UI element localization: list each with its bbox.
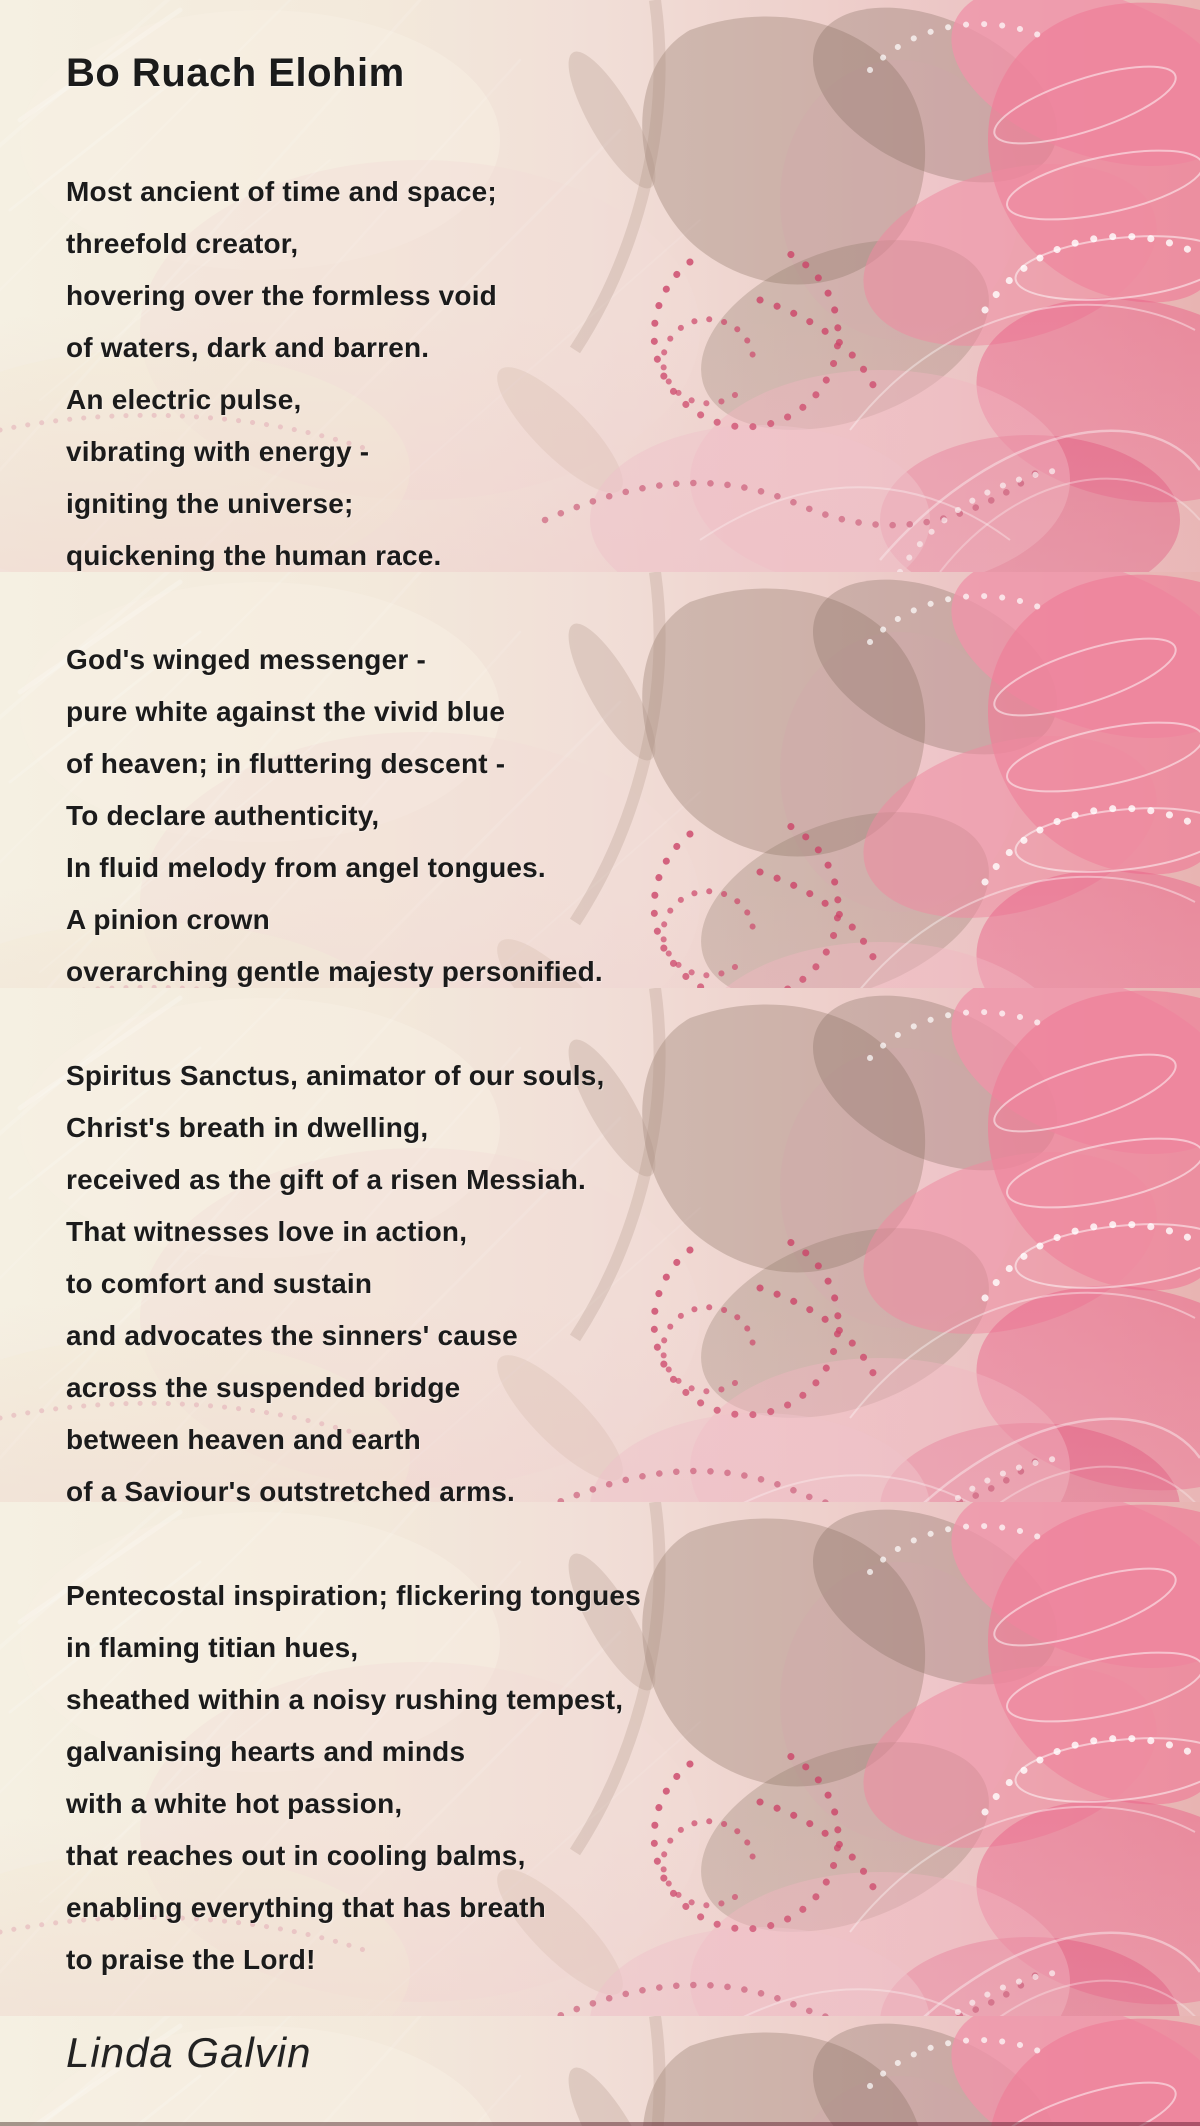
poem-line: quickening the human race. (66, 540, 442, 571)
poem-stanza (66, 1050, 1160, 1518)
poem-line: To declare authenticity, (66, 800, 380, 831)
poem-stanza (66, 634, 1160, 998)
poem-line: and advocates the sinners' cause (66, 1320, 518, 1351)
poem-line: pure white against the vivid blue (66, 696, 506, 727)
poem-line: received as the gift of a risen Messiah. (66, 1164, 586, 1195)
poem-line: with a white hot passion, (66, 1788, 403, 1819)
poem-line: enabling everything that has breath (66, 1892, 546, 1923)
poem-line: igniting the universe; (66, 488, 354, 519)
poem-line: between heaven and earth (66, 1424, 421, 1455)
poem-line: Most ancient of time and space; (66, 176, 497, 207)
poem-line: of heaven; in fluttering descent - (66, 748, 506, 779)
poem-line: overarching gentle majesty personified. (66, 956, 603, 987)
poem-title: Bo Ruach Elohim (66, 51, 405, 95)
poem-line: That witnesses love in action, (66, 1216, 468, 1247)
poem-line: Christ's breath in dwelling, (66, 1112, 429, 1143)
poem-line: hovering over the formless void (66, 280, 497, 311)
poem-line: sheathed within a noisy rushing tempest, (66, 1684, 624, 1715)
poem-line: galvanising hearts and minds (66, 1736, 466, 1767)
poem-line: of waters, dark and barren. (66, 332, 430, 363)
poem-line: across the suspended bridge (66, 1372, 461, 1403)
poem-line: to praise the Lord! (66, 1944, 316, 1975)
poem-line: to comfort and sustain (66, 1268, 373, 1299)
poem-line: Pentecostal inspiration; flickering tongues (66, 1580, 641, 1611)
poem-stanza (66, 1570, 1160, 1986)
poem-line: that reaches out in cooling balms, (66, 1840, 526, 1871)
poem-author-signature: Linda Galvin (66, 2029, 312, 2076)
poem-stanzas (66, 166, 1160, 1986)
poem-line: in flaming titian hues, (66, 1632, 359, 1663)
poem-line: An electric pulse, (66, 384, 302, 415)
poem-line: In fluid melody from angel tongues. (66, 852, 546, 883)
poem-line: God's winged messenger - (66, 644, 426, 675)
poem-line: Spiritus Sanctus, animator of our souls, (66, 1060, 605, 1091)
poem-stanza (66, 166, 1160, 582)
poem-line: vibrating with energy - (66, 436, 370, 467)
poem-line: A pinion crown (66, 904, 270, 935)
poem-line: threefold creator, (66, 228, 299, 259)
poem-line: of a Saviour's outstretched arms. (66, 1476, 515, 1507)
